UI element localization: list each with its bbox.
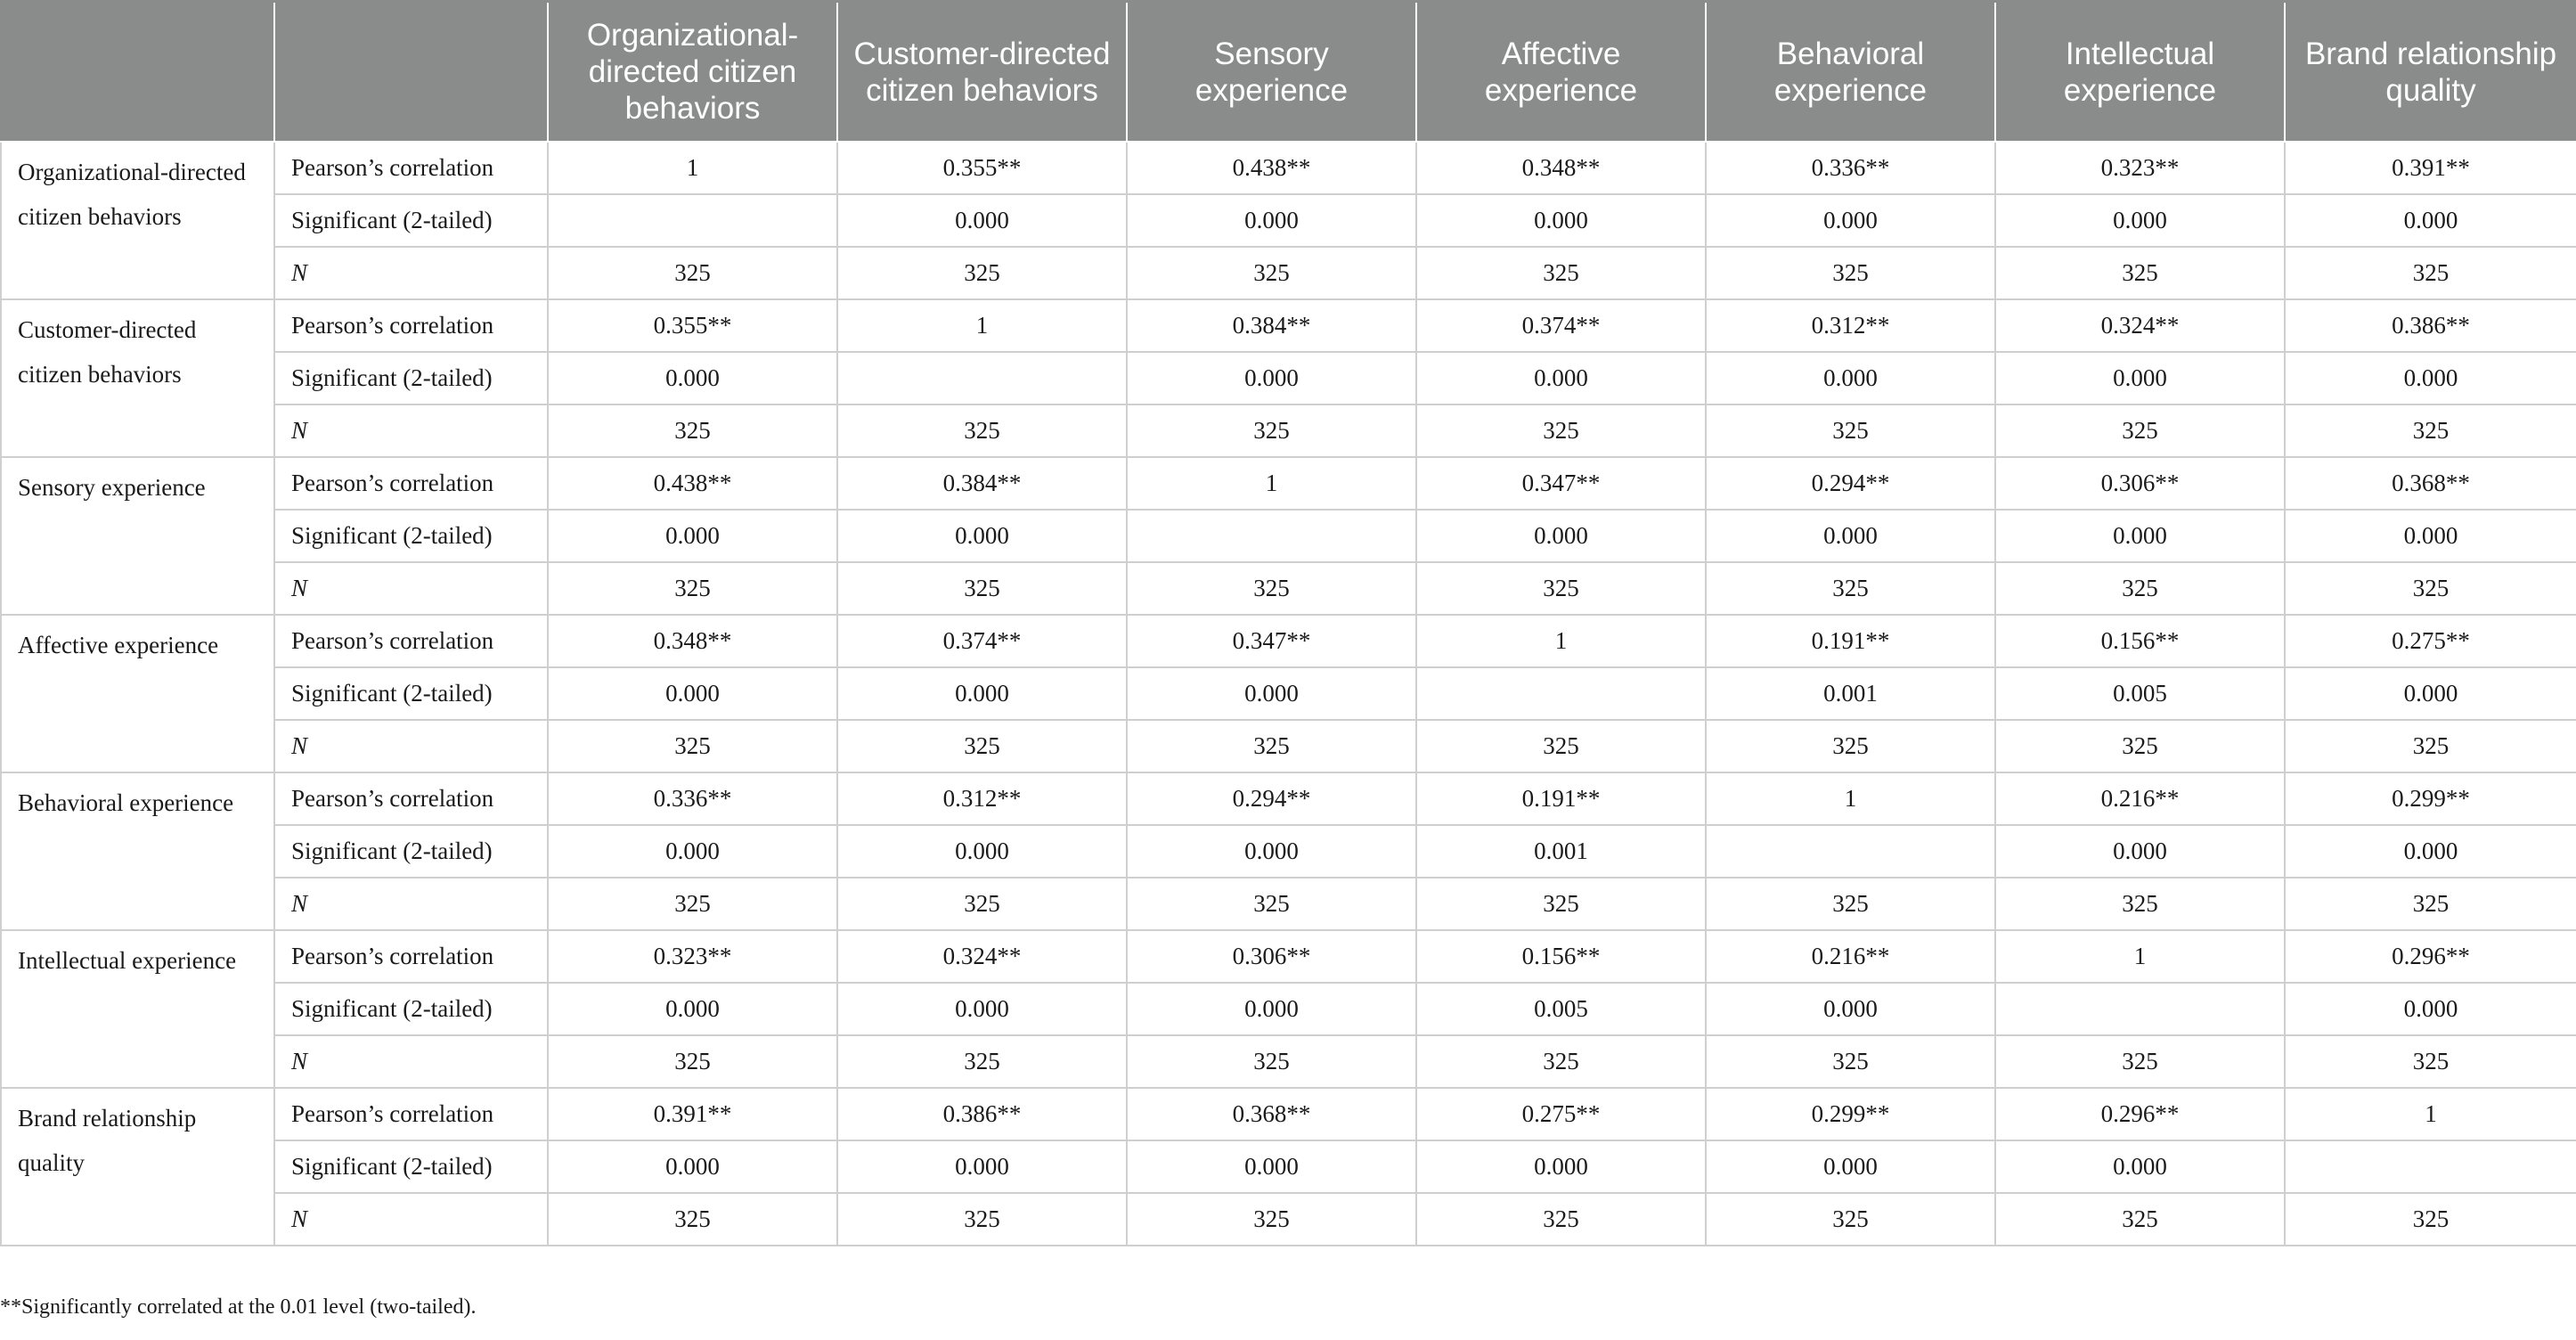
significance-cell: 0.000 [1706, 1140, 1995, 1193]
pearson-correlation-cell: 0.336** [1706, 142, 1995, 194]
table-row [1, 352, 2576, 404]
pearson-correlation-cell: 0.296** [1995, 1088, 2285, 1140]
pearson-correlation-cell: 0.156** [1416, 930, 1706, 983]
column-header-affective: Affective experience [1416, 2, 1706, 143]
significance-cell: 0.000 [1706, 352, 1995, 404]
pearson-correlation-cell: 0.391** [548, 1088, 837, 1140]
table-row [1, 772, 2576, 825]
significance-cell: 0.000 [1995, 825, 2285, 878]
significance-cell: 0.000 [1127, 667, 1416, 720]
sample-size-cell: 325 [1127, 720, 1416, 772]
significance-cell: 0.000 [1706, 983, 1995, 1035]
sample-size-cell: 325 [1416, 1035, 1706, 1088]
significance-cell: 0.000 [1416, 352, 1706, 404]
significance-cell: 0.001 [1706, 667, 1995, 720]
pearson-correlation-cell: 0.438** [548, 457, 837, 510]
sample-size-cell: 325 [2285, 720, 2576, 772]
significance-cell: 0.000 [1706, 194, 1995, 247]
sample-size-cell: 325 [837, 562, 1127, 615]
significance-cell [2285, 1140, 2576, 1193]
significance-cell: 0.000 [548, 983, 837, 1035]
sample-size-cell: 325 [1416, 404, 1706, 457]
sample-size-cell: 325 [1127, 562, 1416, 615]
table-body [1, 142, 2576, 1246]
sample-size-cell: 325 [1995, 878, 2285, 930]
significance-cell [837, 352, 1127, 404]
table-row [1, 194, 2576, 247]
pearson-correlation-cell: 1 [1706, 772, 1995, 825]
statistic-label-significance: Significant (2-tailed) [274, 352, 548, 404]
table-row [1, 878, 2576, 930]
variable-label: Organizational-directed citizen behaviors [1, 142, 274, 299]
significance-cell: 0.000 [1127, 983, 1416, 1035]
sample-size-cell: 325 [548, 562, 837, 615]
pearson-correlation-cell: 0.294** [1706, 457, 1995, 510]
sample-size-cell: 325 [1127, 247, 1416, 299]
statistic-label-pearson-correlation: Pearson’s correlation [274, 1088, 548, 1140]
significance-cell: 0.000 [837, 825, 1127, 878]
pearson-correlation-cell: 0.156** [1995, 615, 2285, 667]
sample-size-cell: 325 [548, 247, 837, 299]
statistic-label-sample-size: N [274, 247, 548, 299]
sample-size-cell: 325 [548, 1193, 837, 1246]
sample-size-cell: 325 [1416, 720, 1706, 772]
statistic-label-pearson-correlation: Pearson’s correlation [274, 457, 548, 510]
significance-cell: 0.000 [1995, 194, 2285, 247]
variable-label: Behavioral experience [1, 772, 274, 930]
table-row [1, 247, 2576, 299]
sample-size-cell: 325 [1127, 1193, 1416, 1246]
pearson-correlation-cell: 1 [837, 299, 1127, 352]
table-row [1, 1035, 2576, 1088]
significance-cell: 0.000 [1127, 194, 1416, 247]
sample-size-cell: 325 [1706, 562, 1995, 615]
sample-size-cell: 325 [1706, 720, 1995, 772]
corner-cell-variable [1, 2, 274, 143]
statistic-label-sample-size: N [274, 720, 548, 772]
pearson-correlation-cell: 0.347** [1127, 615, 1416, 667]
table-row [1, 667, 2576, 720]
sample-size-cell: 325 [837, 1035, 1127, 1088]
pearson-correlation-cell: 0.191** [1706, 615, 1995, 667]
pearson-correlation-cell: 0.275** [2285, 615, 2576, 667]
pearson-correlation-cell: 0.324** [1995, 299, 2285, 352]
statistic-label-sample-size: N [274, 404, 548, 457]
significance-cell: 0.000 [2285, 510, 2576, 562]
table-row [1, 142, 2576, 194]
significance-cell [548, 194, 837, 247]
sample-size-cell: 325 [548, 878, 837, 930]
significance-cell: 0.005 [1995, 667, 2285, 720]
table-row [1, 1140, 2576, 1193]
sample-size-cell: 325 [2285, 1035, 2576, 1088]
sample-size-cell: 325 [1706, 404, 1995, 457]
significance-cell [1127, 510, 1416, 562]
significance-cell: 0.000 [1127, 825, 1416, 878]
significance-cell: 0.000 [1416, 194, 1706, 247]
table-row [1, 457, 2576, 510]
pearson-correlation-cell: 0.384** [837, 457, 1127, 510]
variable-label: Customer-directed citizen behaviors [1, 299, 274, 457]
sample-size-cell: 325 [837, 720, 1127, 772]
significance-cell: 0.000 [2285, 983, 2576, 1035]
pearson-correlation-cell: 0.384** [1127, 299, 1416, 352]
pearson-correlation-cell: 1 [1995, 930, 2285, 983]
pearson-correlation-cell: 1 [548, 142, 837, 194]
column-header-intellectual: Intellectual experience [1995, 2, 2285, 143]
significance-cell: 0.000 [837, 194, 1127, 247]
statistic-label-pearson-correlation: Pearson’s correlation [274, 615, 548, 667]
pearson-correlation-cell: 0.323** [548, 930, 837, 983]
statistic-label-significance: Significant (2-tailed) [274, 667, 548, 720]
pearson-correlation-cell: 0.348** [1416, 142, 1706, 194]
sample-size-cell: 325 [1995, 247, 2285, 299]
sample-size-cell: 325 [1995, 720, 2285, 772]
pearson-correlation-cell: 0.324** [837, 930, 1127, 983]
sample-size-cell: 325 [1995, 1193, 2285, 1246]
table-row [1, 983, 2576, 1035]
pearson-correlation-cell: 0.368** [1127, 1088, 1416, 1140]
significance-cell: 0.000 [1416, 1140, 1706, 1193]
pearson-correlation-cell: 0.355** [548, 299, 837, 352]
sample-size-cell: 325 [1706, 247, 1995, 299]
pearson-correlation-cell: 0.391** [2285, 142, 2576, 194]
column-header-brand-relationship: Brand relationship quality [2285, 2, 2576, 143]
significance-cell: 0.000 [1416, 510, 1706, 562]
pearson-correlation-cell: 0.216** [1995, 772, 2285, 825]
sample-size-cell: 325 [2285, 1193, 2576, 1246]
variable-label: Affective experience [1, 615, 274, 772]
table-row [1, 720, 2576, 772]
significance-cell: 0.000 [1127, 352, 1416, 404]
statistic-label-significance: Significant (2-tailed) [274, 825, 548, 878]
significance-cell: 0.000 [548, 825, 837, 878]
significance-cell: 0.000 [1706, 510, 1995, 562]
significance-cell: 0.000 [1995, 1140, 2285, 1193]
pearson-correlation-cell: 1 [1127, 457, 1416, 510]
variable-label: Intellectual experience [1, 930, 274, 1088]
variable-label: Brand relationship quality [1, 1088, 274, 1246]
significance-cell: 0.000 [2285, 194, 2576, 247]
pearson-correlation-cell: 0.191** [1416, 772, 1706, 825]
sample-size-cell: 325 [1706, 1193, 1995, 1246]
sample-size-cell: 325 [1127, 404, 1416, 457]
significance-cell: 0.000 [548, 1140, 837, 1193]
sample-size-cell: 325 [1706, 878, 1995, 930]
sample-size-cell: 325 [1995, 562, 2285, 615]
pearson-correlation-cell: 0.374** [837, 615, 1127, 667]
pearson-correlation-cell: 0.374** [1416, 299, 1706, 352]
sample-size-cell: 325 [1706, 1035, 1995, 1088]
sample-size-cell: 325 [837, 247, 1127, 299]
column-header-behavioral: Behavioral experience [1706, 2, 1995, 143]
pearson-correlation-cell: 0.386** [2285, 299, 2576, 352]
sample-size-cell: 325 [548, 720, 837, 772]
significance-cell: 0.000 [2285, 667, 2576, 720]
statistic-label-pearson-correlation: Pearson’s correlation [274, 142, 548, 194]
sample-size-cell: 325 [1416, 247, 1706, 299]
pearson-correlation-cell: 0.299** [1706, 1088, 1995, 1140]
significance-cell: 0.000 [1127, 1140, 1416, 1193]
significance-cell: 0.000 [837, 510, 1127, 562]
statistic-label-pearson-correlation: Pearson’s correlation [274, 299, 548, 352]
significance-cell: 0.005 [1416, 983, 1706, 1035]
table-row [1, 825, 2576, 878]
sample-size-cell: 325 [2285, 404, 2576, 457]
significance-cell: 0.000 [837, 667, 1127, 720]
pearson-correlation-cell: 0.336** [548, 772, 837, 825]
significance-cell: 0.000 [1995, 510, 2285, 562]
table-row [1, 510, 2576, 562]
sample-size-cell: 325 [548, 1035, 837, 1088]
pearson-correlation-cell: 0.275** [1416, 1088, 1706, 1140]
pearson-correlation-cell: 0.348** [548, 615, 837, 667]
significance-cell [1995, 983, 2285, 1035]
column-header-organizational-directed: Organizational-directed citizen behaviors [548, 2, 837, 143]
sample-size-cell: 325 [2285, 562, 2576, 615]
pearson-correlation-cell: 0.299** [2285, 772, 2576, 825]
corner-cell-statistic [274, 2, 548, 143]
sample-size-cell: 325 [1416, 562, 1706, 615]
significance-cell: 0.000 [548, 352, 837, 404]
pearson-correlation-cell: 0.347** [1416, 457, 1706, 510]
pearson-correlation-cell: 0.296** [2285, 930, 2576, 983]
pearson-correlation-cell: 0.216** [1706, 930, 1995, 983]
pearson-correlation-cell: 0.294** [1127, 772, 1416, 825]
variable-label: Sensory experience [1, 457, 274, 615]
significance-cell: 0.000 [548, 667, 837, 720]
pearson-correlation-cell: 0.312** [837, 772, 1127, 825]
pearson-correlation-cell: 0.368** [2285, 457, 2576, 510]
table-row [1, 404, 2576, 457]
statistic-label-sample-size: N [274, 1193, 548, 1246]
statistic-label-significance: Significant (2-tailed) [274, 510, 548, 562]
pearson-correlation-cell: 0.306** [1127, 930, 1416, 983]
table-row [1, 299, 2576, 352]
sample-size-cell: 325 [2285, 247, 2576, 299]
sample-size-cell: 325 [2285, 878, 2576, 930]
sample-size-cell: 325 [1127, 878, 1416, 930]
significance-cell: 0.000 [837, 983, 1127, 1035]
column-header-sensory: Sensory experience [1127, 2, 1416, 143]
statistic-label-significance: Significant (2-tailed) [274, 983, 548, 1035]
pearson-correlation-cell: 0.438** [1127, 142, 1416, 194]
sample-size-cell: 325 [837, 1193, 1127, 1246]
header-row [1, 2, 2576, 143]
pearson-correlation-cell: 1 [2285, 1088, 2576, 1140]
sample-size-cell: 325 [837, 404, 1127, 457]
sample-size-cell: 325 [1416, 1193, 1706, 1246]
sample-size-cell: 325 [1416, 878, 1706, 930]
significance-cell: 0.000 [1995, 352, 2285, 404]
statistic-label-sample-size: N [274, 1035, 548, 1088]
sample-size-cell: 325 [1995, 1035, 2285, 1088]
table-row [1, 1193, 2576, 1246]
significance-cell: 0.000 [2285, 352, 2576, 404]
significance-cell [1416, 667, 1706, 720]
pearson-correlation-cell: 0.306** [1995, 457, 2285, 510]
sample-size-cell: 325 [548, 404, 837, 457]
pearson-correlation-cell: 0.312** [1706, 299, 1995, 352]
pearson-correlation-cell: 0.355** [837, 142, 1127, 194]
pearson-correlation-cell: 1 [1416, 615, 1706, 667]
table-row [1, 562, 2576, 615]
statistic-label-pearson-correlation: Pearson’s correlation [274, 772, 548, 825]
significance-cell: 0.000 [2285, 825, 2576, 878]
column-header-customer-directed: Customer-directed citizen behaviors [837, 2, 1127, 143]
table-row [1, 1088, 2576, 1140]
significance-cell: 0.000 [548, 510, 837, 562]
statistic-label-significance: Significant (2-tailed) [274, 1140, 548, 1193]
sample-size-cell: 325 [1995, 404, 2285, 457]
statistic-label-significance: Significant (2-tailed) [274, 194, 548, 247]
pearson-correlation-cell: 0.386** [837, 1088, 1127, 1140]
table-row [1, 930, 2576, 983]
significance-cell [1706, 825, 1995, 878]
sample-size-cell: 325 [1127, 1035, 1416, 1088]
significance-cell: 0.000 [837, 1140, 1127, 1193]
statistic-label-pearson-correlation: Pearson’s correlation [274, 930, 548, 983]
statistic-label-sample-size: N [274, 562, 548, 615]
statistic-label-sample-size: N [274, 878, 548, 930]
table-footnote: **Significantly correlated at the 0.01 level (two-tailed). [0, 1295, 477, 1319]
pearson-correlation-cell: 0.323** [1995, 142, 2285, 194]
significance-cell: 0.001 [1416, 825, 1706, 878]
table-row [1, 615, 2576, 667]
sample-size-cell: 325 [837, 878, 1127, 930]
